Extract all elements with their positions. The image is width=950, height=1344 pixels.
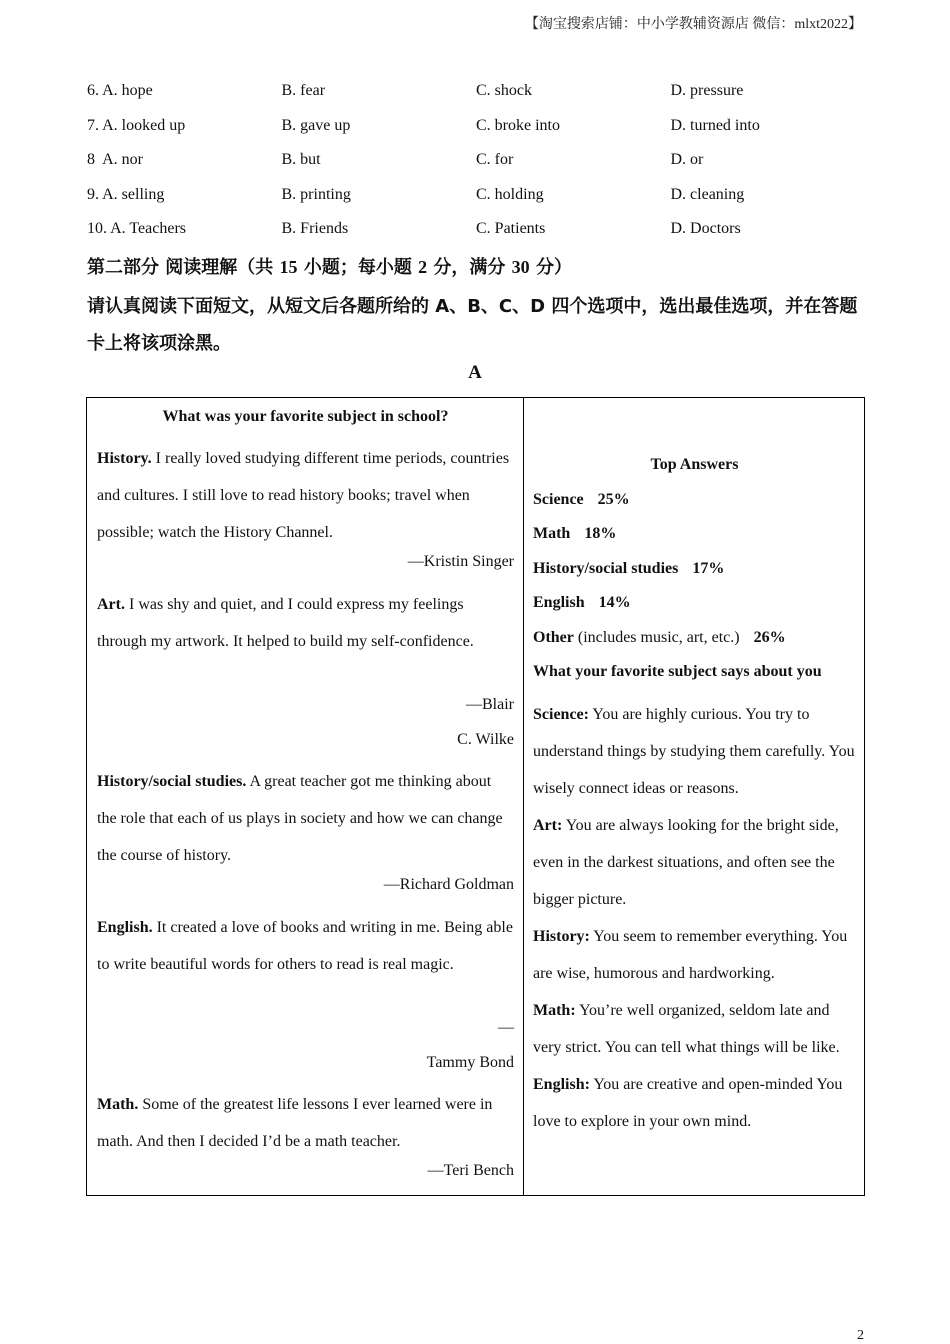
response-paragraph <box>97 763 514 874</box>
meaning-paragraph <box>533 992 856 1066</box>
meaning-text: You are creative and open-minded You love to explore in your own mind. <box>533 1075 843 1130</box>
response-subject: Math. <box>97 1096 139 1113</box>
stat-percent: 18% <box>584 525 617 542</box>
top-answers-heading: Top Answers <box>650 456 739 473</box>
response-text: I was shy and quiet, and I could express my feelings through my artwork. It helped to build my self-confidence. <box>97 595 474 650</box>
page-header: 【淘宝搜索店铺：中小学教辅资源店 微信：mlxt2022】 <box>524 17 862 32</box>
meaning-subject: Art: <box>533 816 563 834</box>
option-cell: C. holding <box>476 185 544 203</box>
stat-percent: 17% <box>692 559 725 577</box>
meaning-paragraph <box>533 807 856 918</box>
option-cell: 9. A. selling <box>87 185 165 203</box>
meaning-text: You’re well organized, seldom late and very strict. You can tell what things will be like. <box>533 1001 840 1056</box>
section-title-part: 小题；每小题 <box>303 257 412 278</box>
stat-label: Other <box>533 628 574 646</box>
option-row <box>87 218 867 253</box>
response-signature-spacer <box>97 983 514 1018</box>
response-paragraph <box>97 1086 514 1160</box>
survey-question: What was your favorite subject in school? <box>162 408 449 425</box>
stat-label: Math <box>533 525 571 542</box>
meaning-text: You are always looking for the bright side, even in the darkest situations, and often see the bigger picture. <box>533 816 839 908</box>
option-row <box>87 80 867 115</box>
response-signature: —Teri Bench <box>427 1162 514 1179</box>
response-signature: — <box>498 1019 514 1036</box>
option-cell: C. Patients <box>476 220 546 237</box>
stat-extra: (includes music, art, etc.) <box>573 628 740 646</box>
response-signature: —Kristin Singer <box>407 553 514 570</box>
option-row <box>87 184 867 219</box>
section-points-each: 2 <box>418 257 428 277</box>
meanings-subheading: What your favorite subject says about you <box>533 663 822 680</box>
stat-percent: 25% <box>597 490 630 508</box>
response-signature: C. Wilke <box>457 730 514 748</box>
response-text: A great teacher got me thinking about the role that each of us plays in society and how we can change the course of history. <box>97 773 503 864</box>
section-instructions: 请认真阅读下面短文，从短文后各题所给的 A、B、C、D 四个选项中，选出最佳选项，并在答题卡上将该项涂黑。 <box>87 296 858 354</box>
section-question-count: 15 <box>279 257 298 277</box>
spacer <box>533 406 856 454</box>
passage-label: A <box>468 362 482 383</box>
option-cell: D. or <box>670 151 704 168</box>
response-text: It created a love of books and writing in me. Being able to write beautiful words for others to read is real magic. <box>97 918 513 973</box>
option-cell: B. gave up <box>281 116 351 134</box>
option-cell: D. cleaning <box>670 185 745 203</box>
meaning-paragraph <box>533 696 856 807</box>
response-paragraph <box>97 586 514 660</box>
response-text: I really loved studying different time periods, countries and cultures. I still love to read history books; travel when possible; watch the History Channel. <box>97 450 510 541</box>
option-cell: B. but <box>281 151 321 168</box>
section-total-points: 30 <box>511 257 530 277</box>
response-paragraph <box>97 909 514 983</box>
response-signature: —Blair <box>466 696 514 713</box>
option-cell: C. shock <box>476 82 532 99</box>
option-cell: 7. A. looked up <box>87 116 186 134</box>
option-cell: 8 A. nor <box>87 151 143 168</box>
response-signature: —Richard Goldman <box>383 876 514 893</box>
option-row <box>87 115 867 150</box>
option-cell: 10. A. Teachers <box>87 220 186 237</box>
stat-label: English <box>533 594 585 611</box>
passage-table <box>86 397 865 1196</box>
option-cell: D. Doctors <box>670 220 741 237</box>
page-number: 2 <box>857 1328 864 1343</box>
meaning-text: You seem to remember everything. You are wise, humorous and hardworking. <box>533 927 848 982</box>
meaning-subject: History: <box>533 927 590 945</box>
answer-options <box>87 80 867 253</box>
top-answers-column <box>524 398 864 1195</box>
option-cell: C. broke into <box>476 116 560 134</box>
meaning-subject: English: <box>533 1075 590 1093</box>
stat-row <box>533 523 856 558</box>
response-subject: Art. <box>97 595 125 613</box>
option-cell: D. turned into <box>670 116 760 134</box>
section-title <box>87 253 572 279</box>
response-signature: Tammy Bond <box>426 1053 514 1071</box>
meaning-paragraph <box>533 918 856 992</box>
stat-percent: 14% <box>598 594 631 611</box>
response-paragraph <box>97 440 514 551</box>
section-title-part: 分，满分 <box>433 257 506 278</box>
stat-row <box>533 489 856 524</box>
meaning-subject: Math: <box>533 1001 576 1019</box>
stat-row <box>533 558 856 593</box>
section-title-part: 第二部分 阅读理解（共 <box>87 257 274 278</box>
option-cell: D. pressure <box>670 82 744 99</box>
meaning-paragraph <box>533 1066 856 1140</box>
response-text: Some of the greatest life lessons I ever learned were in math. And then I decided I’d be a math teacher. <box>97 1096 493 1150</box>
stat-label: Science <box>533 490 584 508</box>
response-signature-spacer <box>97 660 514 695</box>
option-cell: B. printing <box>281 185 351 203</box>
stat-row <box>533 592 856 627</box>
response-subject: History/social studies. <box>97 773 247 790</box>
meaning-subject: Science: <box>533 705 589 723</box>
stat-label: History/social studies <box>533 559 679 577</box>
option-cell: B. Friends <box>281 220 349 237</box>
response-subject: English. <box>97 918 153 936</box>
option-cell: B. fear <box>281 82 326 99</box>
option-row <box>87 149 867 184</box>
option-cell: 6. A. hope <box>87 82 153 99</box>
stat-row <box>533 627 856 662</box>
option-cell: C. for <box>476 151 514 168</box>
response-subject: History. <box>97 450 152 467</box>
meaning-text: You are highly curious. You try to understand things by studying them carefully. You wisely connect ideas or reasons. <box>533 705 855 797</box>
section-title-part: 分） <box>535 257 572 278</box>
survey-responses-column <box>87 398 524 1195</box>
stat-percent: 26% <box>753 628 786 646</box>
